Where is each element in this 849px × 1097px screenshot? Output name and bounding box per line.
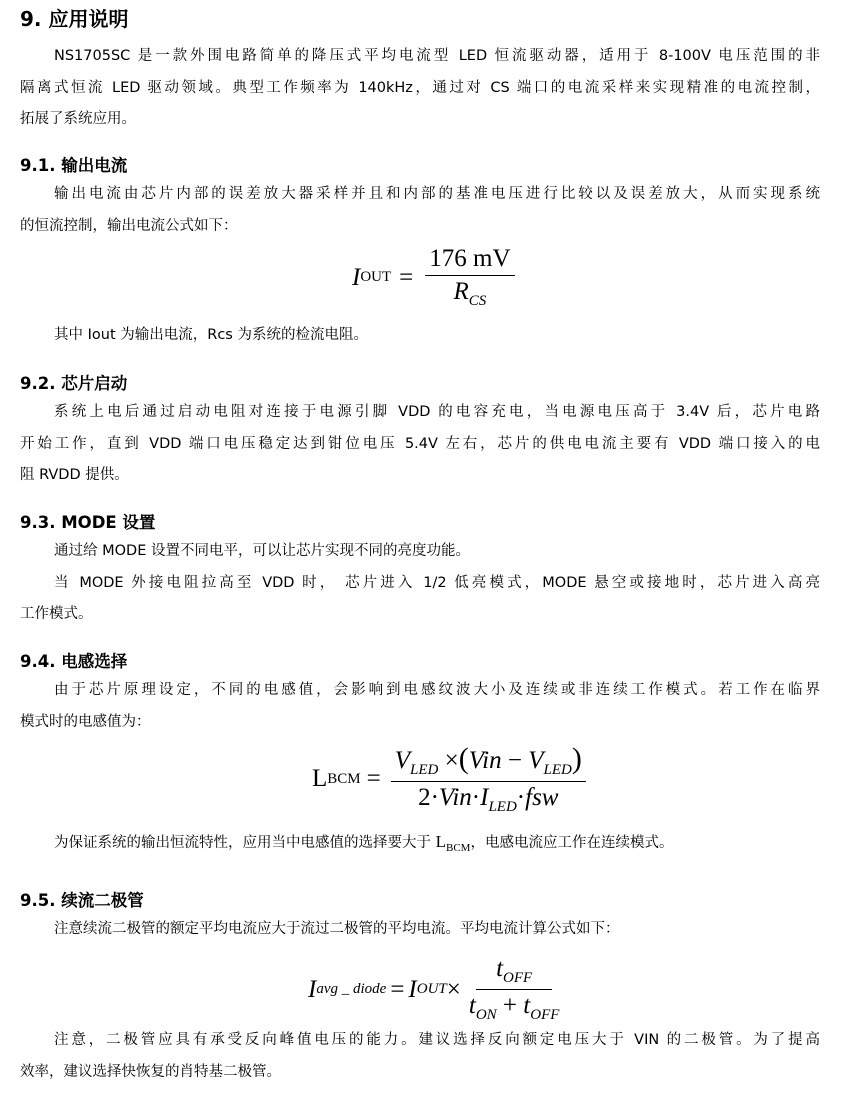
formula-symbol: t	[496, 955, 504, 982]
formula-subscript: BCM	[327, 770, 361, 787]
formula-equals: =	[399, 263, 414, 291]
formula-symbol: Vin	[438, 784, 472, 811]
formula-numerator	[476, 955, 552, 990]
formula-symbol: R	[453, 278, 469, 305]
formula-operator: ×	[446, 975, 461, 1003]
section-9-1-heading: 9.1. 输出电流	[20, 156, 128, 175]
note-text: ，电感电流应工作在连续模式。	[470, 835, 674, 851]
text-line: 系统上电后通过启动电阻对连接于电源引脚 VDD 的电容充电，当电源电压高于 3.4V 后，芯片电路	[54, 404, 820, 420]
section-9-heading: 9. 应用说明	[20, 7, 129, 31]
text-line: 阻 RVDD 提供。	[20, 467, 129, 483]
formula-subscript: LED	[543, 762, 572, 778]
formula-subscript: avg _ diode	[316, 981, 387, 997]
formula-operator: ·	[471, 784, 481, 811]
formula-symbol: V	[394, 747, 411, 774]
formula-symbol: L	[312, 765, 328, 792]
formula-symbol: t	[523, 992, 531, 1019]
text-line: 当 MODE 外接电阻拉高至 VDD 时， 芯片进入 1/2 低亮模式，MODE 悬空或接地时，芯片进入高亮	[54, 574, 820, 591]
formula-numerator	[391, 742, 586, 782]
text-line: 拓展了系统应用。	[20, 111, 136, 127]
formula-subscript: LED	[488, 799, 517, 815]
formula-fraction	[425, 245, 514, 310]
text-line: 隔离式恒流 LED 驱动领域。典型工作频率为 140kHz，通过对 CS 端口的电流采样来实现精准的电流控制，	[20, 79, 820, 96]
formula-symbol: I	[408, 975, 417, 1003]
formula-subscript: OFF	[530, 1007, 560, 1023]
text-line: 的恒流控制，输出电流公式如下：	[20, 217, 238, 234]
formula-numerator: 176 mV	[425, 245, 514, 276]
formula-operator: ×	[444, 747, 459, 774]
formula-symbol: I	[308, 975, 317, 1003]
formula-symbol: L	[435, 832, 446, 851]
text-line: 模式时的电感值为：	[20, 713, 151, 730]
formula-denominator	[414, 782, 562, 816]
section-9-3-heading: 9.3. MODE 设置	[20, 513, 156, 532]
text-line: 注意续流二极管的额定平均电流应大于流过二极管的平均电流。平均电流计算公式如下：	[54, 921, 620, 937]
text-line: 通过给 MODE 设置不同电平，可以让芯片实现不同的亮度功能。	[54, 543, 470, 559]
formula-symbol: I	[352, 263, 361, 291]
formula-fraction	[391, 742, 586, 816]
text-line: NS1705SC 是一款外围电路简单的降压式平均电流型 LED 恒流驱动器，适用于 8-100V 电压范围的非	[54, 48, 820, 64]
formula-operator: ·	[430, 784, 439, 811]
output-current-formula	[352, 245, 519, 310]
note-text: 为保证系统的输出恒流特性，应用当中电感值的选择要大于	[54, 835, 436, 851]
formula-symbol: fsw	[525, 784, 559, 811]
text-line: 其中 Iout 为输出电流，Rcs 为系统的检流电阻。	[54, 327, 368, 343]
formula-subscript: OFF	[503, 970, 533, 986]
section-9-paragraph	[20, 41, 820, 136]
formula-subscript: LED	[410, 762, 439, 778]
section-9-2-paragraph	[20, 397, 820, 492]
section-9-2-heading: 9.2. 芯片启动	[20, 374, 128, 393]
formula-operator: ·	[516, 784, 526, 811]
section-9-5-heading: 9.5. 续流二极管	[20, 891, 144, 910]
formula-paren: (	[458, 742, 469, 775]
formula-equals: =	[390, 975, 405, 1003]
section-9-1-note	[20, 320, 820, 352]
text-line: 输出电流由芯片内部的误差放大器采样并且和内部的基准电压进行比较以及误差放大，从而实现系统	[54, 186, 820, 202]
formula-subscript: BCM	[446, 842, 471, 854]
section-9-4-paragraph	[20, 675, 820, 738]
section-9-4-note	[20, 826, 820, 858]
text-line: 注意，二极管应具有承受反向峰值电压的能力。建议选择反向额定电压大于 VIN 的二极管。为了提高	[54, 1032, 820, 1048]
formula-equals: =	[366, 765, 381, 792]
formula-paren: )	[571, 742, 582, 775]
formula-denominator	[449, 276, 490, 310]
formula-symbol: Vin	[468, 747, 502, 774]
section-9-5-note	[20, 1025, 820, 1088]
formula-subscript: OUT	[416, 981, 447, 997]
formula-subscript: CS	[468, 293, 487, 309]
formula-denominator	[465, 990, 564, 1024]
formula-operator: +	[502, 992, 518, 1019]
text-line: 由于芯片原理设定，不同的电感值，会影响到电感纹波大小及连续或非连续工作模式。若工作在临界	[54, 682, 820, 698]
formula-symbol: t	[468, 992, 476, 1019]
section-9-1-paragraph	[20, 179, 820, 242]
diode-current-formula	[308, 955, 567, 1024]
formula-subscript: OUT	[360, 269, 392, 285]
formula-number: 2	[418, 784, 431, 811]
text-line	[20, 826, 820, 858]
text-line: 工作模式。	[20, 606, 93, 622]
formula-fraction	[465, 955, 564, 1024]
formula-symbol: V	[528, 747, 544, 774]
formula-operator: −	[507, 747, 522, 774]
inductance-formula	[312, 742, 590, 816]
section-9-4-heading: 9.4. 电感选择	[20, 652, 128, 671]
formula-symbol: I	[480, 784, 489, 811]
text-line: 开始工作，直到 VDD 端口电压稳定达到钳位电压 5.4V 左右，芯片的供电电流主要有 VDD 端口接入的电	[20, 435, 820, 452]
section-9-5-paragraph	[20, 914, 820, 946]
section-9-3-paragraph	[20, 536, 820, 631]
text-line: 效率，建议选择快恢复的肖特基二极管。	[20, 1063, 281, 1080]
formula-subscript: ON	[475, 1007, 497, 1023]
